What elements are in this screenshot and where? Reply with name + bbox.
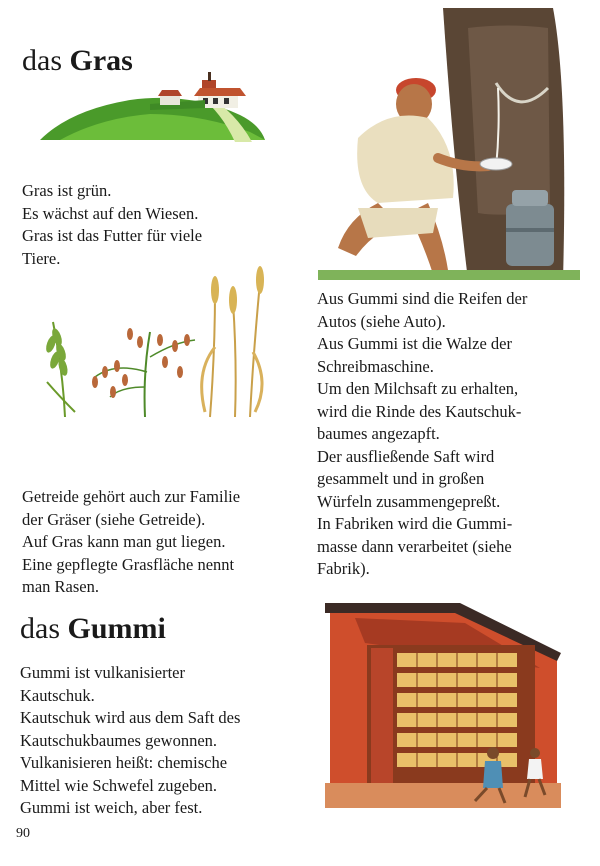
heading-gummi [20, 612, 166, 646]
gummi-paragraph-2 [317, 288, 527, 581]
text-line: gesammelt und in großen [317, 469, 485, 488]
page-number: 90 [16, 826, 30, 841]
gras-paragraph-1 [22, 180, 202, 270]
text-line: Um den Milchsaft zu erhalten, [317, 379, 519, 398]
text-line: der Gräser (siehe Getreide). [22, 509, 206, 529]
text-line: Der ausfließende Saft wird [317, 446, 495, 466]
text-line: Fabrik). [317, 559, 370, 578]
heading-gras-word: Gras [69, 44, 133, 77]
hill-house-illustration [40, 70, 265, 145]
text-line: Getreide gehört auch zur Familie [22, 487, 241, 506]
heading-gras-article: das [22, 44, 62, 77]
text-line: baumes angezapft. [317, 424, 440, 443]
heading-gummi-article: das [20, 612, 60, 645]
gras-paragraph-2 [22, 486, 240, 599]
text-line: Kautschuk. [20, 685, 95, 705]
text-line: In Fabriken wird die Gummi- [317, 514, 513, 533]
text-line: Gummi ist weich, aber fest. [20, 798, 203, 817]
text-line: Vulkanisieren heißt: chemische [20, 753, 228, 772]
text-line: Auf Gras kann man gut liegen. [22, 532, 226, 551]
text-line: Gras ist das Futter für viele [22, 226, 203, 245]
heading-gummi-word: Gummi [67, 612, 166, 645]
text-line: Autos (siehe Auto). [317, 311, 446, 331]
text-line: Gras ist grün. [22, 181, 112, 200]
text-line: Kautschukbaumes gewonnen. [20, 730, 218, 750]
text-line: Mittel wie Schwefel zugeben. [20, 775, 218, 795]
drying-shed-illustration [325, 603, 561, 808]
text-line: Kautschuk wird aus dem Saft des [20, 708, 241, 727]
rubber-tapper-illustration [318, 8, 580, 280]
text-line: Tiere. [22, 248, 61, 268]
text-line: wird die Rinde des Kautschuk- [317, 401, 522, 421]
text-line: Schreibmaschine. [317, 356, 434, 376]
gummi-paragraph-1 [20, 662, 240, 820]
grasses-illustration [25, 262, 270, 422]
text-line: Eine gepflegte Grasfläche nennt [22, 554, 235, 574]
text-line: Aus Gummi ist die Walze der [317, 334, 512, 353]
text-line: man Rasen. [22, 577, 99, 596]
text-line: masse dann verarbeitet (siehe [317, 536, 512, 556]
text-line: Es wächst auf den Wiesen. [22, 203, 199, 223]
text-line: Gummi ist vulkanisierter [20, 663, 185, 682]
text-line: Aus Gummi sind die Reifen der [317, 289, 528, 308]
text-line: Würfeln zusammengepreßt. [317, 491, 501, 511]
